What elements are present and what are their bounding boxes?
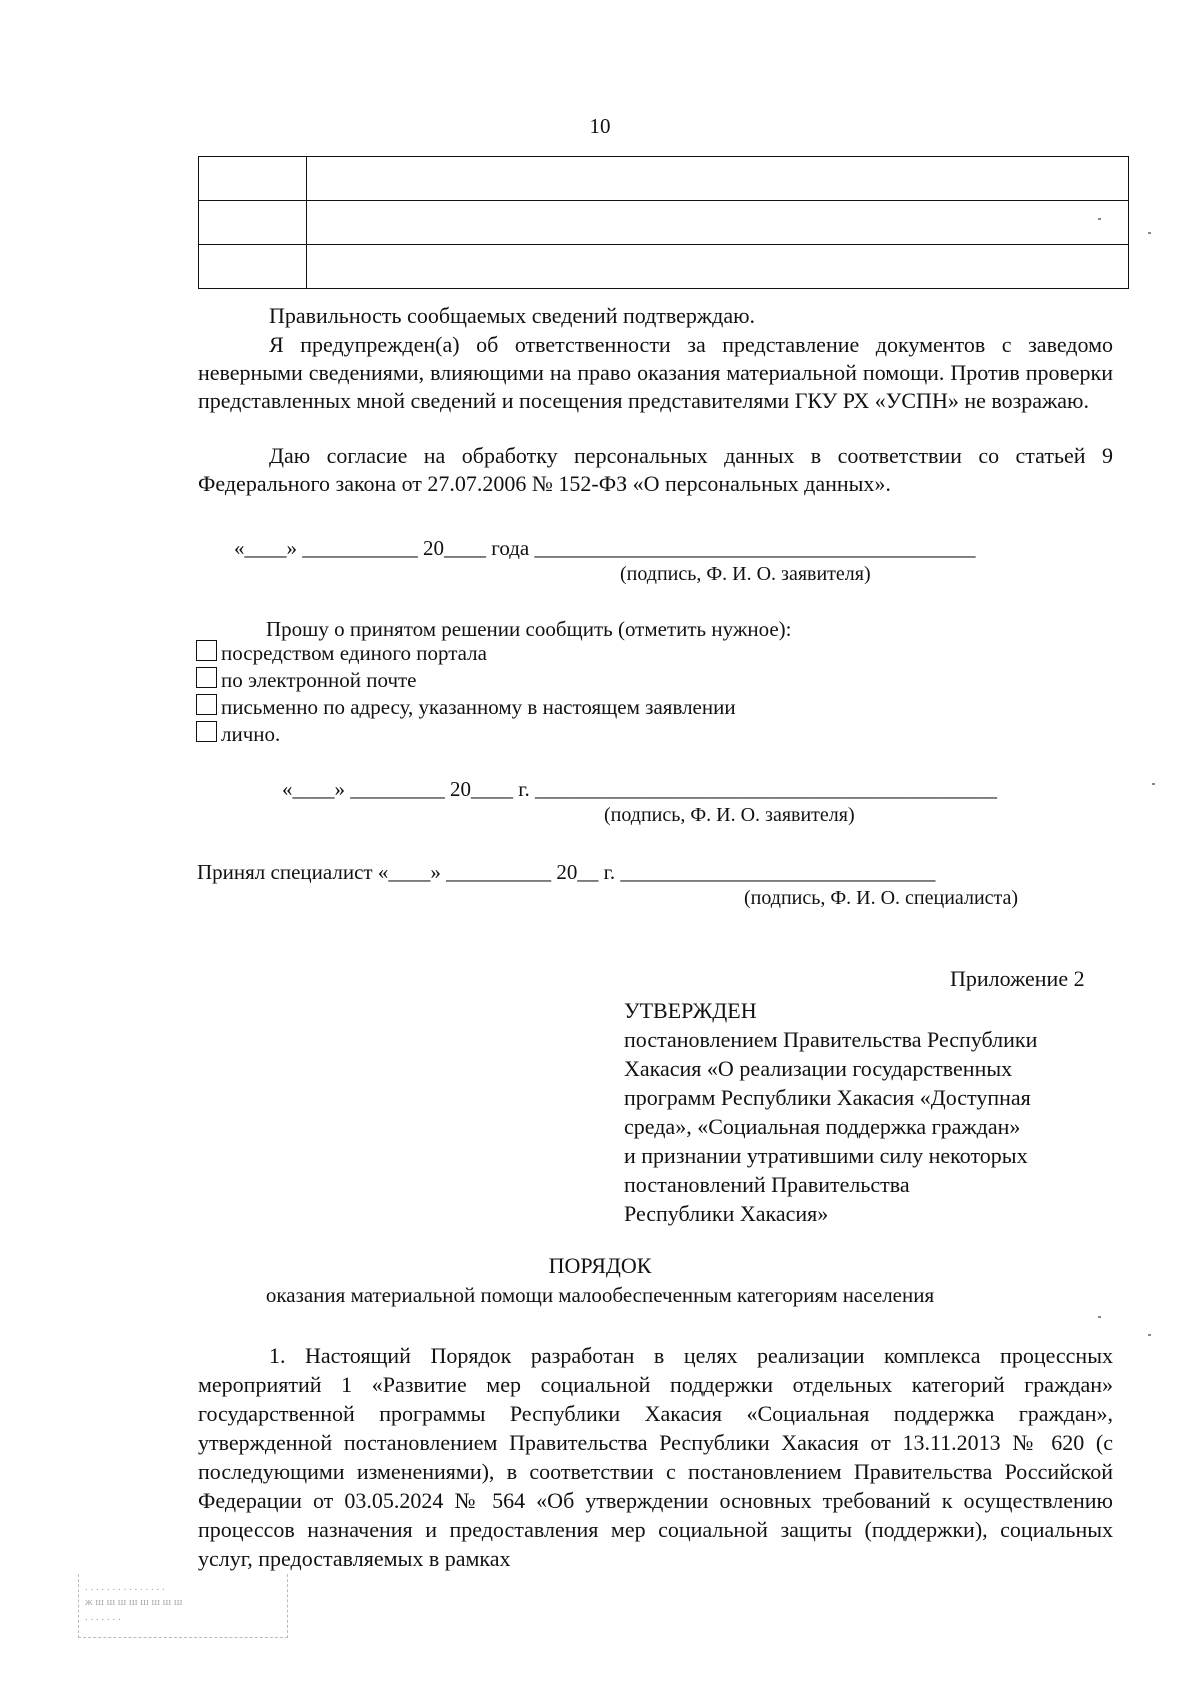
scan-speck xyxy=(1098,1316,1101,1318)
approval-line: среда», «Социальная поддержка граждан» xyxy=(624,1114,1021,1139)
order-subtitle: оказания материальной помощи малообеспеченным категориям населения xyxy=(265,1283,935,1307)
approval-line: Республики Хакасия» xyxy=(624,1201,829,1226)
approval-line: Хакасия «О реализации государственных xyxy=(624,1056,1013,1081)
checkbox-personal[interactable] xyxy=(196,721,217,742)
approved-heading: УТВЕРЖДЕН xyxy=(624,998,757,1023)
option-personal-label: лично. xyxy=(221,722,281,746)
notify-title: Прошу о принятом решении сообщить (отметить нужное): xyxy=(266,617,792,641)
specialist-line: Принял специалист «____» __________ 20__ г. ______________________________ xyxy=(197,860,936,884)
consent-statement: Даю согласие на обработку персональных данных в соответствии со статьей 9 Федерального закона от 27.07.2006 № 152-ФЗ «О персональных данных». xyxy=(198,443,1113,496)
scan-speck xyxy=(1152,783,1155,785)
confirm-statement: Правильность сообщаемых сведений подтверждаю. xyxy=(269,303,756,328)
appendix-label: Приложение 2 xyxy=(950,966,1085,991)
date-signature-line-1: «____» ___________ 20____ года __________________________________________ xyxy=(234,536,976,560)
table-row xyxy=(199,245,1129,289)
table-row xyxy=(199,157,1129,201)
approval-line: постановлением Правительства Республики xyxy=(624,1027,1038,1052)
checkbox-email[interactable] xyxy=(196,667,217,688)
signature-caption-specialist: (подпись, Ф. И. О. специалиста) xyxy=(744,887,1019,909)
checkbox-portal[interactable] xyxy=(196,640,217,661)
signature-caption-1: (подпись, Ф. И. О. заявителя) xyxy=(620,563,871,585)
approval-line: программ Республики Хакасия «Доступная xyxy=(624,1085,1031,1110)
option-portal-label: посредством единого портала xyxy=(221,641,487,665)
registration-stamp: . . . . . . . . . . . . . . . ж ш ш ш ш ш ш ш ш . . . . . . . xyxy=(78,1574,288,1638)
scan-speck xyxy=(1098,218,1101,220)
signature-caption-2: (подпись, Ф. И. О. заявителя) xyxy=(604,804,855,826)
approval-line: постановлений Правительства xyxy=(624,1172,910,1197)
option-email-label: по электронной почте xyxy=(221,668,417,692)
data-table xyxy=(198,156,1129,289)
option-postal-label: письменно по адресу, указанному в настоящем заявлении xyxy=(221,695,736,719)
scan-speck xyxy=(1148,1334,1151,1336)
checkbox-postal[interactable] xyxy=(196,694,217,715)
approval-block xyxy=(624,996,1114,1228)
order-title: ПОРЯДОК xyxy=(548,1253,652,1278)
table-row xyxy=(199,201,1129,245)
approval-line: и признании утратившими силу некоторых xyxy=(624,1143,1028,1168)
liability-warning: Я предупрежден(а) об ответственности за представление документов с заведомо неверными сведениями, влияющими на право оказания материальной помощи. Против проверки представленных мной сведений и посещения представителями ГКУ РХ «УСПН» не возражаю. xyxy=(198,332,1113,413)
page-number: 10 xyxy=(589,114,611,138)
order-paragraph-1: 1. Настоящий Порядок разработан в целях реализации комплекса процессных мероприятий 1 «Развитие мер социальной поддержки отдельных категорий граждан» государственной программы Республики Хакасия «Социальная поддержка граждан», утвержденной постановлением Правительства Республики Хакасия от 13.11.2013 № 620 (с последующими изменениями), в соответствии с постановлением Правительства Российской Федерации от 03.05.2024 № 564 «Об утверждении основных требований к осуществлению процессов назначения и предоставления мер социальной защиты (поддержки), социальных услуг, предоставляемых в рамках xyxy=(198,1343,1113,1571)
scan-speck xyxy=(1148,232,1151,234)
date-signature-line-2: «____» _________ 20____ г. ____________________________________________ xyxy=(282,777,997,801)
